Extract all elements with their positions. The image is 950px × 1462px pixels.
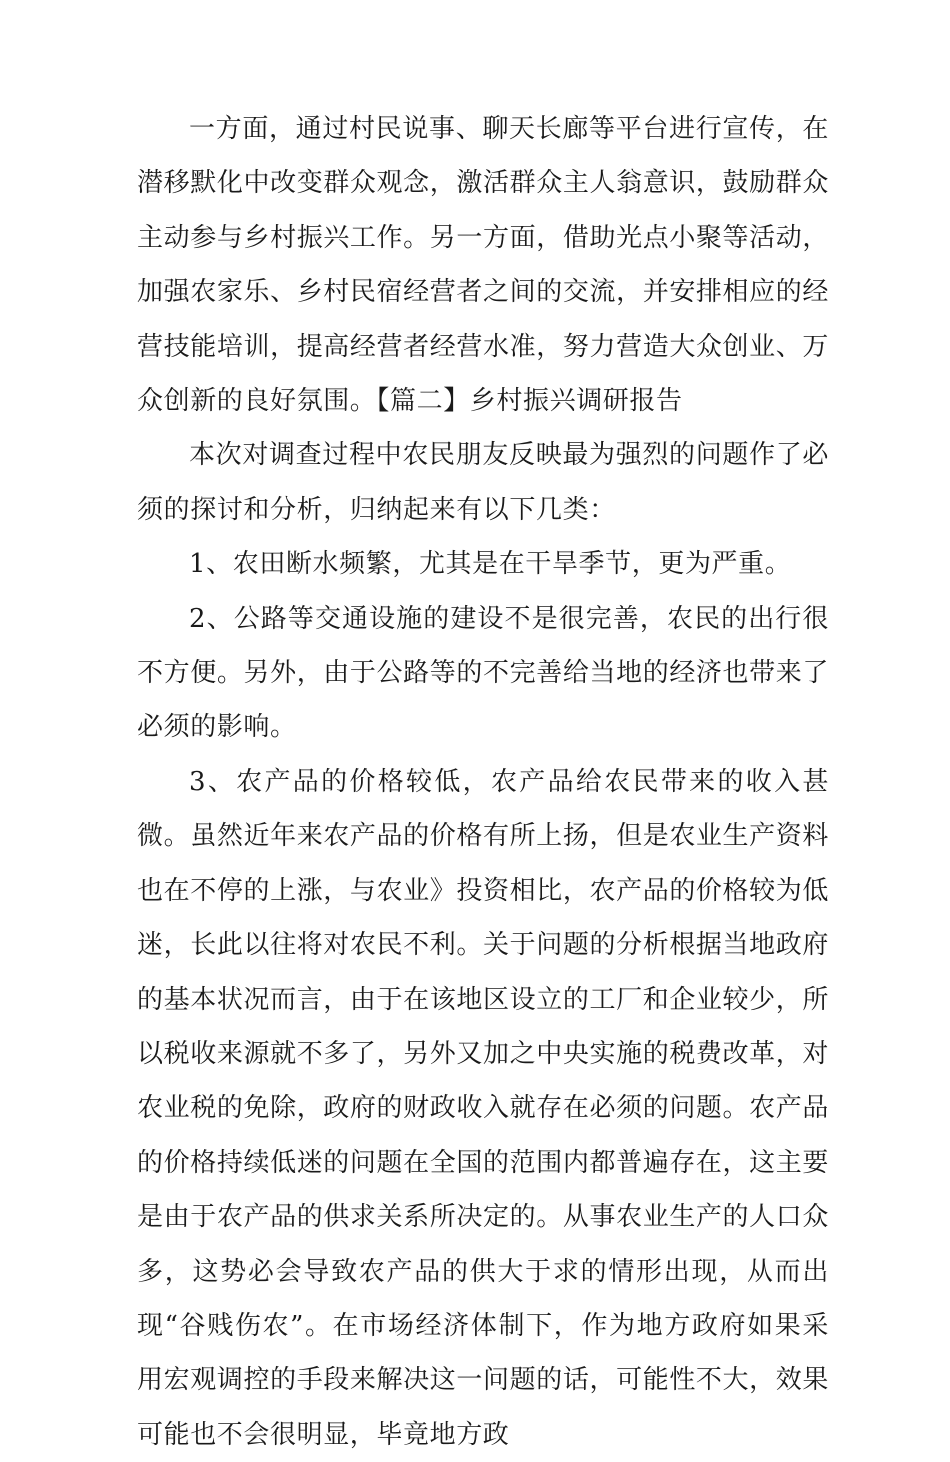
paragraph-item-1: 1、农田断水频繁，尤其是在干旱季节，更为严重。 xyxy=(189,549,792,580)
document-body xyxy=(137,102,829,1462)
paragraph-item-2: 2、公路等交通设施的建设不是很完善，农民的出行很不方便。另外，由于公路等的不完善给当地的经济也带来了必须的影响。 xyxy=(137,603,829,743)
paragraph-intro: 一方面，通过村民说事、聊天长廊等平台进行宣传，在潜移默化中改变群众观念，激活群众主人翁意识，鼓励群众主动参与乡村振兴工作。另一方面，借助光点小聚等活动，加强农家乐、乡村民宿经营者之间的交流，并安排相应的经营技能培训，提高经营者经营水准，努力营造大众创业、万众创新的良好氛围。【篇二】乡村振兴调研报告 xyxy=(137,114,829,417)
paragraph-item-3: 3、农产品的价格较低，农产品给农民带来的收入甚微。虽然近年来农产品的价格有所上扬，但是农业生产资料也在不停的上涨，与农业》投资相比，农产品的价格较为低迷，长此以往将对农民不利。关于问题的分析根据当地政府的基本状况而言，由于在该地区设立的工厂和企业较少，所以税收来源就不多了，另外又加之中央实施的税费改革，对农业税的免除，政府的财政收入就存在必须的问题。农产品的价格持续低迷的问题在全国的范围内都普遍存在，这主要是由于农产品的供求关系所决定的。从事农业生产的人口众多，这势必会导致农产品的供大于求的情形出现，从而出现“谷贱伤农”。在市场经济体制下，作为地方政府如果采用宏观调控的手段来解决这一问题的话，可能性不大，效果可能也不会很明显，毕竟地方政 xyxy=(137,766,829,1450)
paragraph-survey-summary: 本次对调查过程中农民朋友反映最为强烈的问题作了必须的探讨和分析，归纳起来有以下几类： xyxy=(137,440,829,525)
